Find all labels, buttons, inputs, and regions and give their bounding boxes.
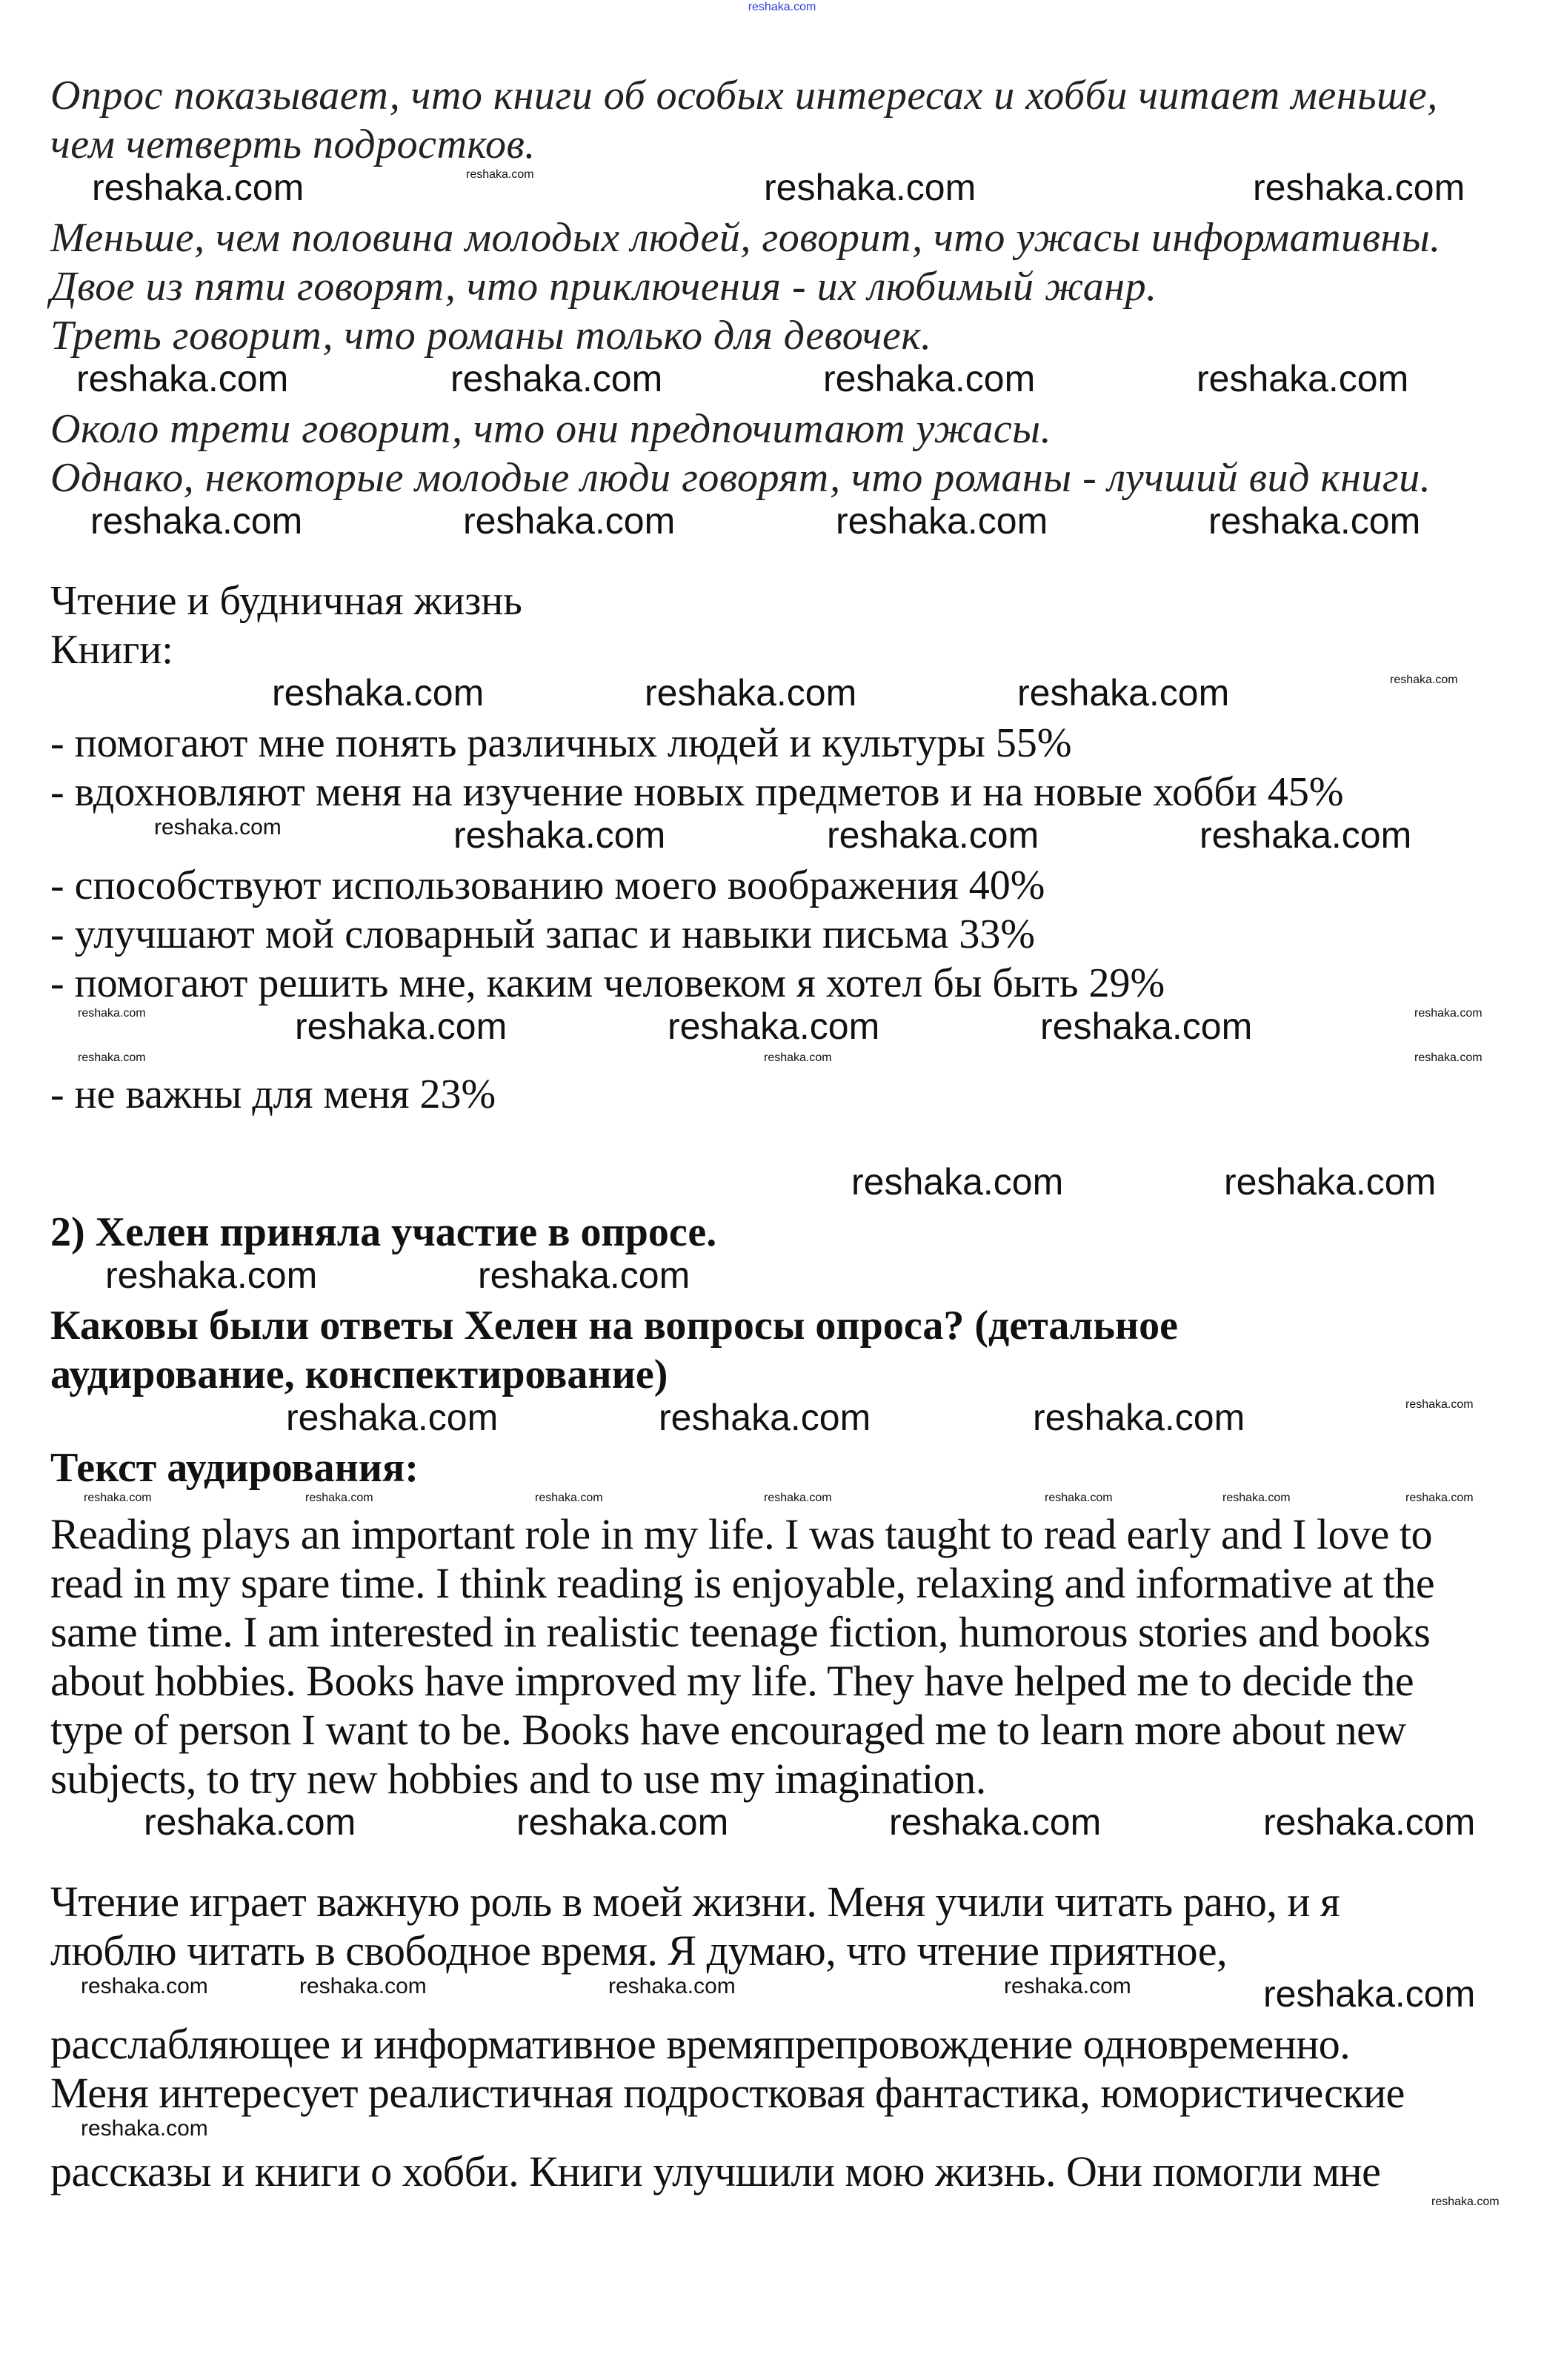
text-line: subjects, to try new hobbies and to use my imagination. [50, 1755, 986, 1803]
list-item: - не важны для меня 23% [50, 1071, 496, 1117]
watermark: reshaka.com [154, 815, 282, 840]
text-line: рассказы и книги о хобби. Книги улучшили мою жизнь. Они помогли мне [50, 2147, 1381, 2195]
watermark: reshaka.com [81, 1974, 208, 1998]
watermark-row [0, 502, 1564, 547]
text-line: Reading plays an important role in my life. I was taught to read early and I love to [50, 1510, 1433, 1558]
text-line: Меня интересует реалистичная подростковая фантастика, юмористические [50, 2069, 1405, 2117]
watermark: reshaka.com [1224, 1161, 1437, 1203]
watermark: reshaka.com [1040, 1005, 1253, 1047]
watermark: reshaka.com [453, 814, 666, 856]
watermark: reshaka.com [823, 358, 1036, 399]
text-line: type of person I want to be. Books have encouraged me to learn more about new [50, 1706, 1406, 1754]
watermark-row [0, 360, 1564, 405]
watermark-row [0, 814, 1564, 861]
watermark: reshaka.com [1033, 1397, 1245, 1438]
russian-text [0, 1878, 1564, 2214]
list-item: - вдохновляют меня на изучение новых предметов и на новые хобби 45% [50, 769, 1344, 815]
watermark: reshaka.com [1414, 1051, 1483, 1064]
watermark: reshaka.com [1263, 1801, 1476, 1843]
header-watermark: reshaka.com [748, 1, 816, 13]
watermark: reshaka.com [1263, 1973, 1476, 2015]
watermark: reshaka.com [1405, 1398, 1474, 1411]
finding-line: Около трети говорит, что они предпочитают ужасы. [50, 406, 1052, 452]
watermark: reshaka.com [516, 1801, 729, 1843]
finding-line: чем четверть подростков. [50, 122, 536, 167]
watermark-row [0, 1254, 1564, 1301]
watermark: reshaka.com [535, 1492, 603, 1504]
watermark-row [0, 169, 1564, 213]
watermark: reshaka.com [659, 1397, 871, 1438]
watermark: reshaka.com [1431, 2195, 1500, 2208]
watermark: reshaka.com [295, 1005, 508, 1047]
watermark-row [0, 1163, 1564, 1208]
listening-title: Текст аудирования: [50, 1445, 419, 1491]
watermark-row [0, 1399, 1564, 1443]
watermark: reshaka.com [105, 1254, 318, 1296]
survey-findings [0, 71, 1564, 547]
watermark: reshaka.com [1045, 1492, 1113, 1504]
watermark: reshaka.com [608, 1974, 736, 1998]
list-item: - способствуют использованию моего воображения 40% [50, 862, 1045, 908]
watermark: reshaka.com [478, 1254, 691, 1296]
watermark: reshaka.com [827, 814, 1039, 856]
watermark: reshaka.com [144, 1801, 356, 1843]
section-title: Чтение и будничная жизнь [50, 578, 522, 624]
watermark-row [0, 2118, 1564, 2147]
text-line: Чтение играет важную роль в моей жизни. Меня учили читать рано, и я [50, 1878, 1340, 1926]
watermark: reshaka.com [851, 1161, 1064, 1203]
list-item: - улучшают мой словарный запас и навыки письма 33% [50, 911, 1036, 957]
watermark-row [0, 2196, 1564, 2214]
watermark: reshaka.com [76, 358, 289, 399]
text-line: read in my spare time. I think reading is enjoyable, relaxing and informative at the [50, 1559, 1435, 1607]
finding-line: Однако, некоторые молодые люди говорят, что романы - лучший вид книги. [50, 455, 1431, 501]
watermark-row [0, 1005, 1564, 1052]
watermark-row [0, 1492, 1564, 1510]
finding-line: Треть говорит, что романы только для девочек. [50, 313, 932, 359]
watermark: reshaka.com [84, 1492, 152, 1504]
watermark: reshaka.com [286, 1397, 499, 1438]
watermark-row [0, 1052, 1564, 1070]
watermark: reshaka.com [81, 2116, 208, 2141]
watermark: reshaka.com [889, 1801, 1102, 1843]
watermark: reshaka.com [645, 672, 857, 714]
text-line: расслабляющее и информативное времяпрепровождение одновременно. [50, 2020, 1351, 2068]
watermark-row [0, 674, 1564, 719]
watermark: reshaka.com [1253, 167, 1465, 208]
watermark: reshaka.com [668, 1005, 880, 1047]
watermark: reshaka.com [764, 1051, 832, 1064]
task-heading: 2) Хелен приняла участие в опросе. [50, 1209, 717, 1255]
watermark: reshaka.com [92, 167, 305, 208]
list-item: - помогают решить мне, каким человеком я хотел бы быть 29% [50, 960, 1165, 1006]
watermark: reshaka.com [463, 500, 676, 542]
watermark: reshaka.com [1004, 1974, 1131, 1998]
task-question-cont: аудирование, конспектирование) [50, 1352, 668, 1397]
watermark-row [0, 1801, 1564, 1848]
watermark: reshaka.com [764, 1492, 832, 1504]
books-list [0, 719, 1564, 1119]
watermark: reshaka.com [305, 1492, 373, 1504]
watermark: reshaka.com [78, 1051, 146, 1064]
list-item: - помогают мне понять различных людей и культуры 55% [50, 720, 1072, 766]
text-line: люблю читать в свободное время. Я думаю, что чтение приятное, [50, 1927, 1228, 1975]
watermark: reshaka.com [1405, 1492, 1474, 1504]
watermark: reshaka.com [272, 672, 485, 714]
watermark: reshaka.com [1199, 814, 1412, 856]
watermark: reshaka.com [764, 167, 976, 208]
text-line: about hobbies. Books have improved my life. They have helped me to decide the [50, 1657, 1414, 1705]
watermark: reshaka.com [90, 500, 303, 542]
finding-line: Опрос показывает, что книги об особых интересах и хобби читает меньше, [50, 73, 1438, 119]
watermark: reshaka.com [1197, 358, 1409, 399]
watermark: reshaka.com [78, 1007, 146, 1020]
watermark-row [0, 1975, 1564, 2020]
watermark: reshaka.com [299, 1974, 427, 1998]
watermark: reshaka.com [1414, 1007, 1483, 1020]
watermark: reshaka.com [1390, 674, 1458, 686]
watermark: reshaka.com [1222, 1492, 1291, 1504]
finding-line: Меньше, чем половина молодых людей, говорит, что ужасы информативны. [50, 215, 1441, 261]
watermark: reshaka.com [466, 168, 534, 181]
task-question: Каковы были ответы Хелен на вопросы опроса? (детальное [50, 1303, 1179, 1349]
watermark: reshaka.com [450, 358, 663, 399]
watermark: reshaka.com [1208, 500, 1421, 542]
watermark: reshaka.com [1017, 672, 1230, 714]
watermark: reshaka.com [836, 500, 1048, 542]
finding-line: Двое из пяти говорят, что приключения - их любимый жанр. [50, 264, 1157, 310]
english-text [0, 1510, 1564, 1804]
text-line: same time. I am interested in realistic teenage fiction, humorous stories and books [50, 1608, 1431, 1656]
books-label: Книги: [50, 627, 173, 673]
